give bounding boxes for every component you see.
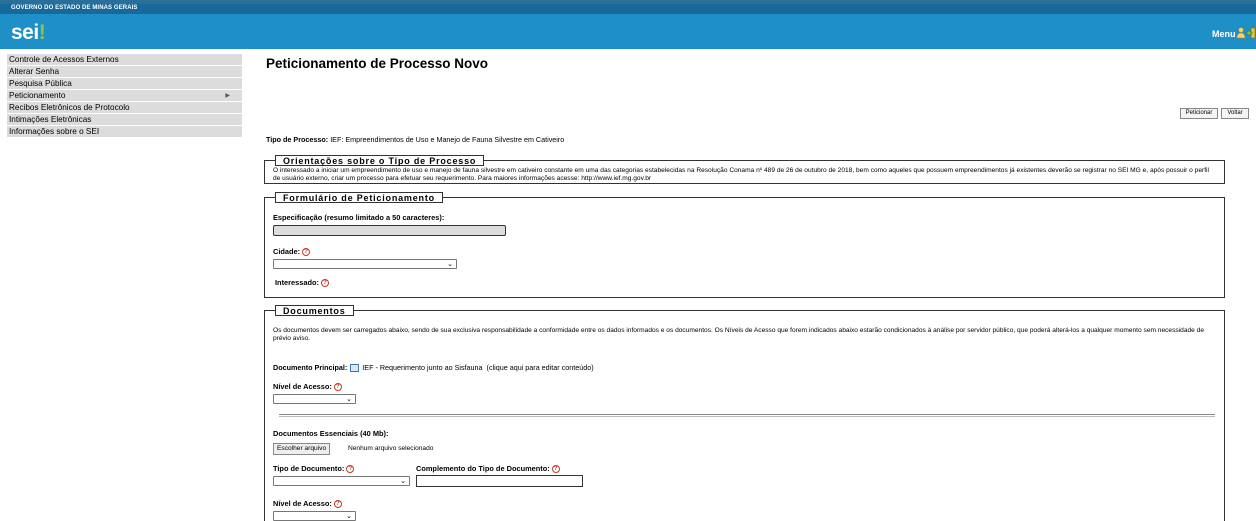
nivel-acesso-select[interactable] [273, 394, 356, 404]
cidade-label-row [273, 247, 310, 256]
formulario-legend: Formulário de Peticionamento [275, 192, 443, 203]
no-file-text: Nenhum arquivo selecionado [348, 445, 434, 452]
orientacoes-fieldset [264, 156, 1225, 184]
sidebar-item-controle-acessos[interactable] [7, 54, 242, 66]
sidebar-item-label: Alterar Senha [9, 67, 60, 76]
nivel-acesso-label: Nível de Acesso: [273, 382, 332, 391]
sidebar-item-pesquisa-publica[interactable] [7, 78, 242, 90]
sidebar-item-intimacoes[interactable] [7, 114, 242, 126]
chevron-down-icon: ⌄ [447, 261, 453, 268]
complemento-label-row [416, 464, 560, 473]
document-edit-icon[interactable] [350, 364, 359, 372]
documentos-fieldset [264, 306, 1225, 521]
user-icon[interactable] [1236, 27, 1246, 39]
sidebar-item-label: Pesquisa Pública [9, 79, 72, 88]
tipo-documento-select[interactable] [273, 476, 410, 486]
government-strip [0, 4, 1256, 14]
submenu-arrow-icon: ▶ [225, 93, 230, 99]
tipo-processo [266, 135, 564, 144]
government-title: GOVERNO DO ESTADO DE MINAS GERAIS [11, 5, 138, 11]
sidebar-item-label: Informações sobre o SEI [9, 127, 100, 136]
choose-file-button[interactable]: Escolher arquivo [273, 443, 330, 455]
nivel-acesso-select-2[interactable] [273, 511, 356, 521]
formulario-fieldset [264, 193, 1225, 298]
page-title: Peticionamento de Processo Novo [266, 56, 489, 71]
documento-principal [273, 363, 594, 372]
nivel-acesso-label-2: Nível de Acesso: [273, 499, 332, 508]
orientacoes-text: O interessado a iniciar um empreendimento de uso e manejo de fauna silvestre em cativeiro constante em uma das categorias estabelecidas na Resolução Conama nº 489 de 26 de outubro de 2018, bem como aqueles que possuem empreendimentos já existentes deverão se registrar no SEI MG e, após possuir o perfil de usuário externo, criar um processo para efetuar seu requerimento. Para maiores informações acesse: http://www.ief.mg.gov.br [273, 167, 1209, 182]
help-icon[interactable]: ? [346, 465, 354, 473]
documentos-text: Os documentos devem ser carregados abaixo, sendo de sua exclusiva responsabilidade a conformidade entre os dados informados e os documentos. Os Níveis de Acesso que forem indicados abaixo estarão condicionados à análise por servidor público, que poderá alterá-los a qualquer momento sem necessidade de prévio aviso. [273, 327, 1204, 342]
documento-principal-hint[interactable]: (clique aqui para editar conteúdo) [486, 363, 594, 372]
sidebar-item-informacoes[interactable] [7, 126, 242, 138]
peticionar-button[interactable]: Peticionar [1180, 108, 1218, 119]
section-divider [279, 414, 1215, 417]
logo-dot: ! [38, 21, 46, 44]
tipo-processo-value: IEF: Empreendimentos de Uso e Manejo de Fauna Silvestre em Cativeiro [330, 135, 565, 144]
voltar-button[interactable]: Voltar [1221, 108, 1249, 119]
documento-principal-label: Documento Principal: [273, 363, 348, 372]
chevron-down-icon: ⌄ [346, 513, 352, 520]
documentos-legend: Documentos [275, 305, 354, 316]
sidebar-menu [7, 54, 242, 138]
interessado-label-row [275, 278, 329, 287]
especificacao-input[interactable] [273, 225, 506, 236]
especificacao-label: Especificação (resumo limitado a 50 caracteres): [273, 213, 445, 222]
help-icon[interactable]: ? [334, 500, 342, 508]
complemento-label: Complemento do Tipo de Documento: [416, 464, 550, 473]
tipo-processo-label: Tipo de Processo: [266, 135, 329, 144]
complemento-input[interactable] [416, 475, 583, 487]
orientacoes-legend: Orientações sobre o Tipo de Processo [275, 155, 484, 166]
sidebar-item-peticionamento[interactable] [7, 90, 242, 102]
logo-text: sei [11, 21, 39, 44]
tipo-documento-label: Tipo de Documento: [273, 464, 345, 473]
cidade-select[interactable] [273, 259, 457, 269]
sidebar-item-label: Controle de Acessos Externos [9, 55, 119, 64]
tipo-documento-label-row [273, 464, 354, 473]
sei-logo[interactable] [11, 22, 45, 44]
nivel-acesso-2-label-row [273, 499, 342, 508]
sidebar-item-label: Peticionamento [9, 91, 66, 100]
nivel-acesso-label-row [273, 382, 342, 391]
cidade-label: Cidade: [273, 247, 301, 256]
chevron-down-icon: ⌄ [346, 396, 352, 403]
help-icon[interactable]: ? [321, 279, 329, 287]
chevron-down-icon: ⌄ [400, 478, 406, 485]
help-icon[interactable]: ? [302, 248, 310, 256]
sidebar-item-alterar-senha[interactable] [7, 66, 242, 78]
sidebar-item-label: Recibos Eletrônicos de Protocolo [9, 103, 130, 112]
sidebar-item-recibos[interactable] [7, 102, 242, 114]
help-icon[interactable]: ? [552, 465, 560, 473]
interessado-label: Interessado: [275, 278, 319, 287]
sidebar-item-label: Intimações Eletrônicas [9, 115, 92, 124]
exit-icon[interactable] [1246, 27, 1256, 39]
help-icon[interactable]: ? [334, 383, 342, 391]
documento-principal-name[interactable]: IEF - Requerimento junto ao Sisfauna [362, 363, 483, 372]
documentos-essenciais-label: Documentos Essenciais (40 Mb): [273, 429, 389, 438]
menu-button[interactable]: Menu [1212, 29, 1236, 39]
